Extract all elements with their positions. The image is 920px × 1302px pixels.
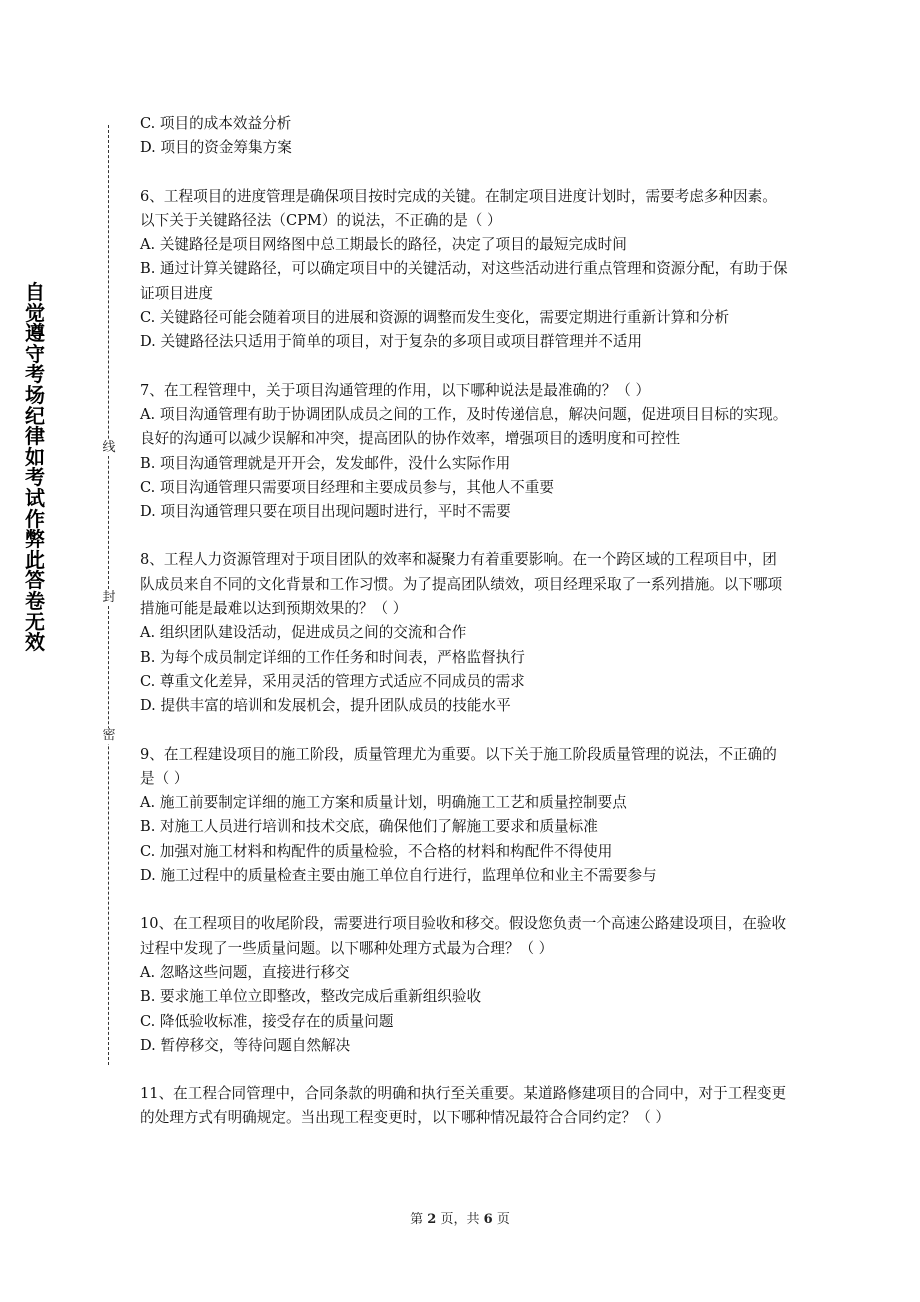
answer-option: C. 降低验收标准，接受存在的质量问题 [140, 1012, 394, 1030]
total-page-number: 6 [483, 1212, 493, 1227]
binding-mark-secret: 密 [100, 728, 118, 744]
answer-option: A. 项目沟通管理有助于协调团队成员之间的工作，及时传递信息，解决问题，促进项目目标的实现。良好的沟通可以减少误解和冲突，提高团队的协作效率，增强项目的透明度和可控性 [140, 405, 788, 448]
answer-option: D. 项目的资金筹集方案 [140, 139, 292, 157]
binding-mark-line: 线 [100, 440, 118, 456]
current-page-number: 2 [427, 1212, 437, 1227]
question-list [140, 112, 790, 1131]
answer-option: B. 为每个成员制定详细的工作任务和时间表，严格监督执行 [140, 648, 525, 666]
footer-prefix: 第 [410, 1212, 424, 1227]
answer-option: A. 施工前要制定详细的施工方案和质量计划，明确施工工艺和质量控制要点 [140, 794, 627, 812]
answer-option: C. 项目的成本效益分析 [140, 115, 292, 132]
question-block [140, 912, 790, 1058]
answer-option: D. 项目沟通管理只要在项目出现问题时进行，平时不需要 [140, 503, 511, 521]
binding-mark-seal: 封 [100, 590, 118, 606]
answer-option: A. 组织团队建设活动，促进成员之间的交流和合作 [140, 624, 467, 642]
question-block [140, 548, 790, 718]
answer-option: D. 关键路径法只适用于简单的项目，对于复杂的多项目或项目群管理并不适用 [140, 333, 643, 351]
answer-option: C. 项目沟通管理只需要项目经理和主要成员参与，其他人不重要 [140, 478, 554, 496]
question-block [140, 1082, 790, 1131]
answer-option: C. 关键路径可能会随着项目的进展和资源的调整而发生变化，需要定期进行重新计算和分析 [140, 309, 730, 327]
question-block [140, 185, 790, 355]
answer-option: A. 忽略这些问题，直接进行移交 [140, 963, 350, 981]
answer-option: B. 对施工人员进行培训和技术交底，确保他们了解施工要求和质量标准 [140, 818, 598, 836]
answer-option: C. 尊重文化差异，采用灵活的管理方式适应不同成员的需求 [140, 672, 525, 690]
question-stem: 9、在工程建设项目的施工阶段，质量管理尤为重要。以下关于施工阶段质量管理的说法，不正确的是（ ） [140, 745, 777, 787]
question-stem: 10、在工程项目的收尾阶段，需要进行项目验收和移交。假设您负责一个高速公路建设项目，在验收过程中发现了一些质量问题。以下哪种处理方式最为合理？（ ） [140, 915, 787, 957]
question-block [140, 743, 790, 889]
answer-option: B. 要求施工单位立即整改，整改完成后重新组织验收 [140, 988, 482, 1006]
question-stem: 8、工程人力资源管理对于项目团队的效率和凝聚力有着重要影响。在一个跨区域的工程项目中，团队成员来自不同的文化背景和工作习惯。为了提高团队绩效，项目经理采取了一系列措施。以下哪项措施可能是最难以达到预期效果的？（ ） [140, 551, 783, 618]
answer-option: B. 通过计算关键路径，可以确定项目中的关键活动，对这些活动进行重点管理和资源分配，有助于保证项目进度 [140, 260, 788, 302]
question-block [140, 379, 790, 525]
answer-option: B. 项目沟通管理就是开开会，发发邮件，没什么实际作用 [140, 454, 511, 472]
question-stem: 11、在工程合同管理中，合同条款的明确和执行至关重要。某道路修建项目的合同中，对于工程变更的处理方式有明确规定。当出现工程变更时，以下哪种情况最符合合同约定？（ ） [140, 1085, 787, 1127]
page-footer [0, 1208, 920, 1227]
question-stem: 6、工程项目的进度管理是确保项目按时完成的关键。在制定项目进度计划时，需要考虑多种因素。以下关于关键路径法（CPM）的说法，不正确的是（ ） [140, 187, 777, 229]
answer-option: D. 暂停移交，等待问题自然解决 [140, 1036, 351, 1054]
exam-discipline-notice: 自觉遵守考场纪律如考试作弊此答卷无效 [25, 280, 45, 655]
answer-option: A. 关键路径是项目网络图中总工期最长的路径，决定了项目的最短完成时间 [140, 236, 627, 254]
question-stem: 7、在工程管理中，关于项目沟通管理的作用，以下哪种说法是最准确的？（ ） [140, 381, 651, 399]
answer-option: D. 提供丰富的培训和发展机会，提升团队成员的技能水平 [140, 697, 511, 715]
answer-option: D. 施工过程中的质量检查主要由施工单位自行进行，监理单位和业主不需要参与 [140, 867, 657, 885]
question-block [140, 112, 790, 161]
answer-option: C. 加强对施工材料和构配件的质量检验，不合格的材料和构配件不得使用 [140, 842, 613, 860]
footer-suffix: 页 [496, 1212, 510, 1227]
footer-middle: 页，共 [440, 1212, 480, 1227]
